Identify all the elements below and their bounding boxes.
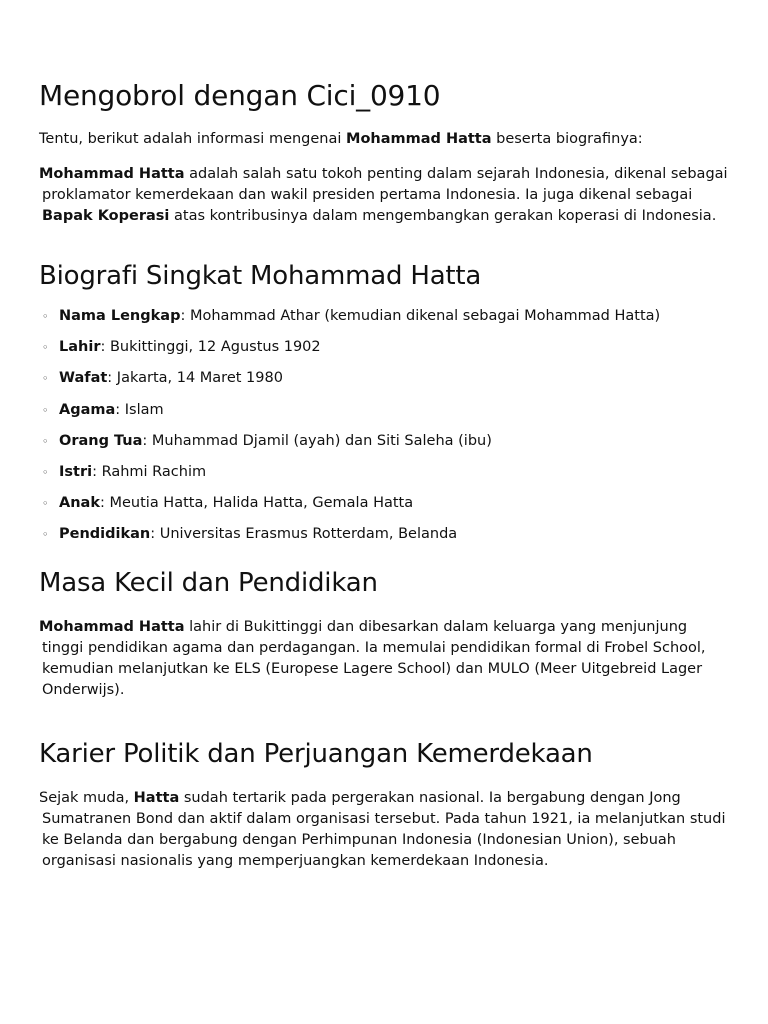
bullet-circle-icon: ◦ [42, 403, 49, 417]
biography-item-label: Pendidikan [59, 526, 151, 543]
section-heading-masa-kecil: Masa Kecil dan Pendidikan [39, 568, 378, 599]
biography-item [39, 524, 730, 545]
biography-item [39, 368, 730, 389]
biography-list [39, 306, 730, 545]
biography-item-value: : Rahmi Rachim [92, 463, 207, 480]
section-heading-biografi: Biografi Singkat Mohammad Hatta [39, 261, 482, 291]
masa-kecil-paragraph [39, 617, 730, 701]
bullet-circle-icon: ◦ [42, 310, 49, 323]
karier-paragraph [39, 788, 730, 872]
biography-item-value: : Muhammad Djamil (ayah) dan Siti Saleha (ibu) [142, 432, 492, 449]
biography-item [39, 493, 730, 514]
masa-bold-name: Mohammad Hatta [39, 619, 185, 636]
biography-item-value: : Mohammad Athar (kemudian dikenal sebagai Mohammad Hatta) [180, 308, 661, 324]
karier-text: sudah tertarik pada pergerakan nasional. Ia bergabung dengan Jong Sumatranen Bond dan aktif dalam organisasi tersebut. Pada tahun 1921, ia melanjutkan studi ke Belanda dan bergabung dengan Perhimpunan Indonesia (Indonesian Union), sebuah organisasi nasionalis yang memperjuangkan kemerdekaan Indonesia. [42, 790, 726, 870]
biography-item-label: Lahir [59, 339, 101, 356]
karier-text-pre: Sejak muda, [39, 790, 134, 807]
bullet-circle-icon: ◦ [42, 497, 49, 511]
overview-text-2: atas kontribusinya dalam mengembangkan gerakan koperasi di Indonesia. [169, 208, 717, 224]
masa-text: lahir di Bukittinggi dan dibesarkan dalam keluarga yang menjunjung tinggi pendidikan agama dan perdagangan. Ia memulai pendidikan formal di Frobel School, kemudian melanjutkan ke ELS (Europese Lagere School) dan MULO (Meer Uitgebreid Lager Onderwijs). [42, 619, 706, 699]
biography-item [39, 400, 730, 421]
biography-item-value: : Islam [115, 401, 164, 418]
biography-item-label: Orang Tua [59, 432, 143, 449]
biography-item [39, 337, 730, 358]
bullet-circle-icon: ◦ [42, 434, 49, 448]
overview-text-1: adalah salah satu tokoh penting dalam sejarah Indonesia, dikenal sebagai proklamator kemerdekaan dan wakil presiden pertama Indonesia. Ia juga dikenal sebagai [42, 166, 728, 203]
biography-item [39, 462, 730, 483]
biography-item-label: Istri [59, 463, 93, 480]
biography-item-value: : Universitas Erasmus Rotterdam, Belanda [150, 526, 458, 543]
page-title: Mengobrol dengan Cici_0910 [39, 79, 441, 112]
overview-bold-title: Bapak Koperasi [42, 208, 170, 224]
bullet-circle-icon: ◦ [42, 528, 49, 542]
intro-text-pre: Tentu, berikut adalah informasi mengenai [39, 131, 347, 147]
biography-item [39, 306, 730, 327]
bullet-circle-icon: ◦ [42, 465, 49, 479]
biography-item [39, 431, 730, 452]
intro-paragraph [39, 129, 730, 150]
biography-item-value: : Jakarta, 14 Maret 1980 [107, 370, 283, 387]
biography-item-label: Nama Lengkap [59, 308, 181, 324]
biography-item-label: Anak [59, 495, 100, 512]
biography-item-label: Agama [59, 401, 116, 418]
bullet-circle-icon: ◦ [42, 341, 49, 355]
biography-item-label: Wafat [59, 370, 108, 387]
biography-item-value: : Bukittinggi, 12 Agustus 1902 [100, 339, 321, 356]
biography-item-value: : Meutia Hatta, Halida Hatta, Gemala Hatta [99, 495, 414, 512]
overview-bold-name: Mohammad Hatta [39, 166, 185, 182]
bullet-circle-icon: ◦ [42, 372, 49, 386]
overview-paragraph [39, 164, 730, 227]
karier-bold-name: Hatta [133, 790, 180, 807]
intro-bold-name: Mohammad Hatta [346, 131, 492, 147]
intro-text-post: beserta biografinya: [491, 131, 643, 147]
section-heading-karier: Karier Politik dan Perjuangan Kemerdekaan [39, 739, 593, 770]
